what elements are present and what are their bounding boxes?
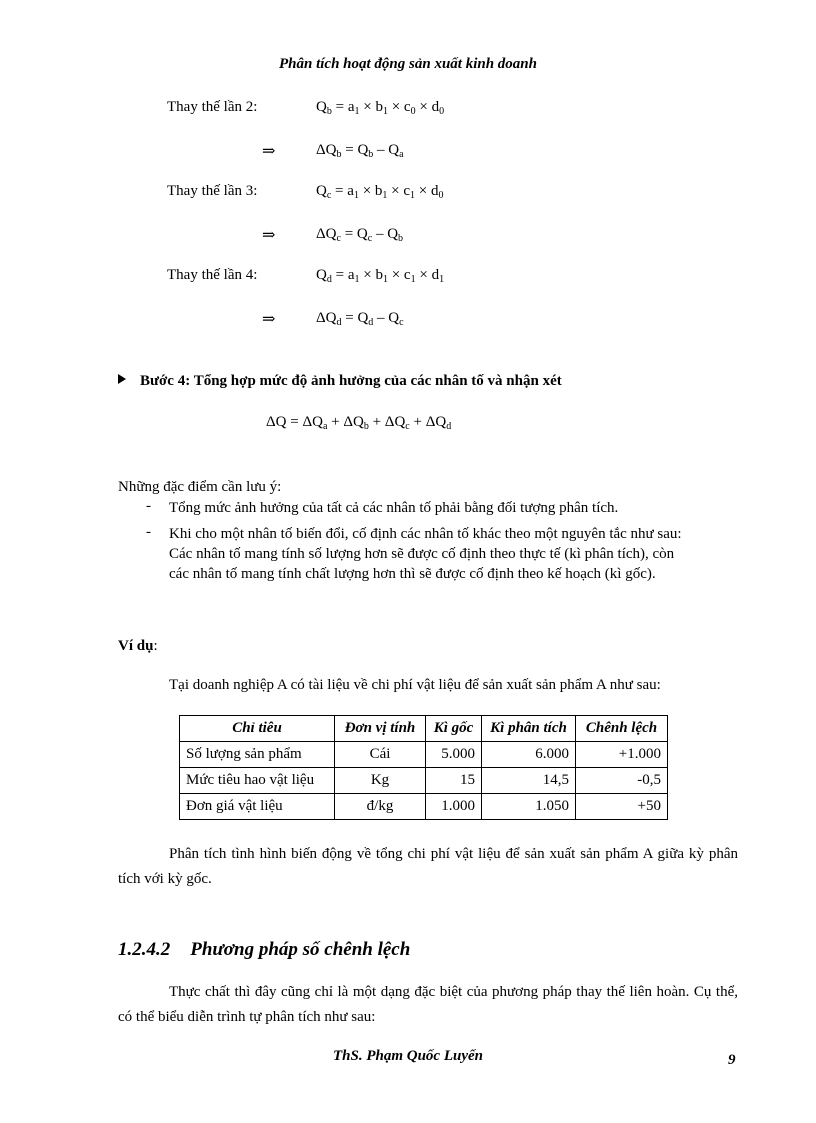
notes-title: Những đặc điểm cần lưu ý: [118,479,282,495]
note-item: Khi cho một nhân tố biến đổi, cố định các nhân tố khác theo một nguyên tắc như sau: Các nhân tố mang tính số lượng hơn sẽ được cố định theo thực tế (kì phân tích), còn các nhân tố mang tính chất lượng hơn thì sẽ được cố định theo kế hoạch (kì gốc). [169,526,682,582]
delta-formula: $\Delta Q_d = Q_d - Q_c$ [316,310,404,328]
substitution-label: Thay thế lần 3: [167,183,258,199]
table-cell: +1.000 [576,742,668,768]
table-cell: đ/kg [335,794,426,820]
section-body: Thực chất thì đây cũng chỉ là một dạng đặc biệt của phương pháp thay thế liên hoàn. Cụ thể, có thể biểu diễn trình tự phân tích như sau: [118,984,738,1025]
implies-arrow: ⇒ [262,311,276,328]
table-cell: Kg [335,768,426,794]
column-header: Kì phân tích [482,716,576,742]
section-heading: 1.2.4.2 Phương pháp số chênh lệch [118,939,411,960]
substitution-formula: $Q_b = a_1 \times b_1 \times c_0 \times d_0$ [316,99,445,117]
substitution-formula: $Q_c = a_1 \times b_1 \times c_1 \times d_0$ [316,183,444,201]
column-header: Chênh lệch [576,716,668,742]
substitution-label: Thay thế lần 4: [167,267,258,283]
page-header: Phân tích hoạt động sản xuất kinh doanh [278,56,537,72]
table-cell: 1.000 [426,794,482,820]
table-cell: 6.000 [482,742,576,768]
delta-formula: $\Delta Q_c = Q_c - Q_b$ [316,226,404,244]
table-cell: 15 [426,768,482,794]
column-header: Chỉ tiêu [180,716,335,742]
cost-table [179,715,668,820]
note-item: Tổng mức ảnh hưởng của tất cả các nhân tố phải bằng đối tượng phân tích. [169,500,619,516]
page-number: 9 [728,1052,736,1068]
table-cell: Cái [335,742,426,768]
table-row [180,794,668,820]
table-cell: Mức tiêu hao vật liệu [180,768,335,794]
table-cell: Số lượng sản phẩm [180,742,335,768]
table-row [180,742,668,768]
column-header: Đơn vị tính [335,716,426,742]
table-cell: 14,5 [482,768,576,794]
substitution-label: Thay thế lần 2: [167,99,258,115]
column-header: Kì gốc [426,716,482,742]
example-intro: Tại doanh nghiệp A có tài liệu về chi phí vật liệu để sản xuất sản phẩm A như sau: [169,677,661,693]
example-conclusion: Phân tích tình hình biến động về tổng chi phí vật liệu để sản xuất sản phẩm A giữa kỳ phân tích với kỳ gốc. [118,846,738,887]
implies-arrow: ⇒ [262,227,276,244]
delta-formula: $\Delta Q_b = Q_b - Q_a$ [316,142,404,160]
table-cell: Đơn giá vật liệu [180,794,335,820]
bullet-dash: - [146,498,151,514]
example-label: Ví dụ: [118,638,158,654]
table-cell: +50 [576,794,668,820]
table-row [180,768,668,794]
total-formula: $\Delta Q = \Delta Q_a + \Delta Q_b + \Delta Q_c + \Delta Q_d$ [266,414,452,432]
table-cell: 1.050 [482,794,576,820]
bullet-dash: - [146,524,151,540]
substitution-formula: $Q_d = a_1 \times b_1 \times c_1 \times d_1$ [316,267,445,285]
table-cell: -0,5 [576,768,668,794]
footer-author: ThS. Phạm Quốc Luyến [332,1048,483,1064]
step-heading: Bước 4: Tổng hợp mức độ ảnh hưởng của các nhân tố và nhận xét [118,373,562,390]
arrow-bullet-icon [118,374,126,384]
table-header-row [180,716,668,742]
table-cell: 5.000 [426,742,482,768]
implies-arrow: ⇒ [262,143,276,160]
